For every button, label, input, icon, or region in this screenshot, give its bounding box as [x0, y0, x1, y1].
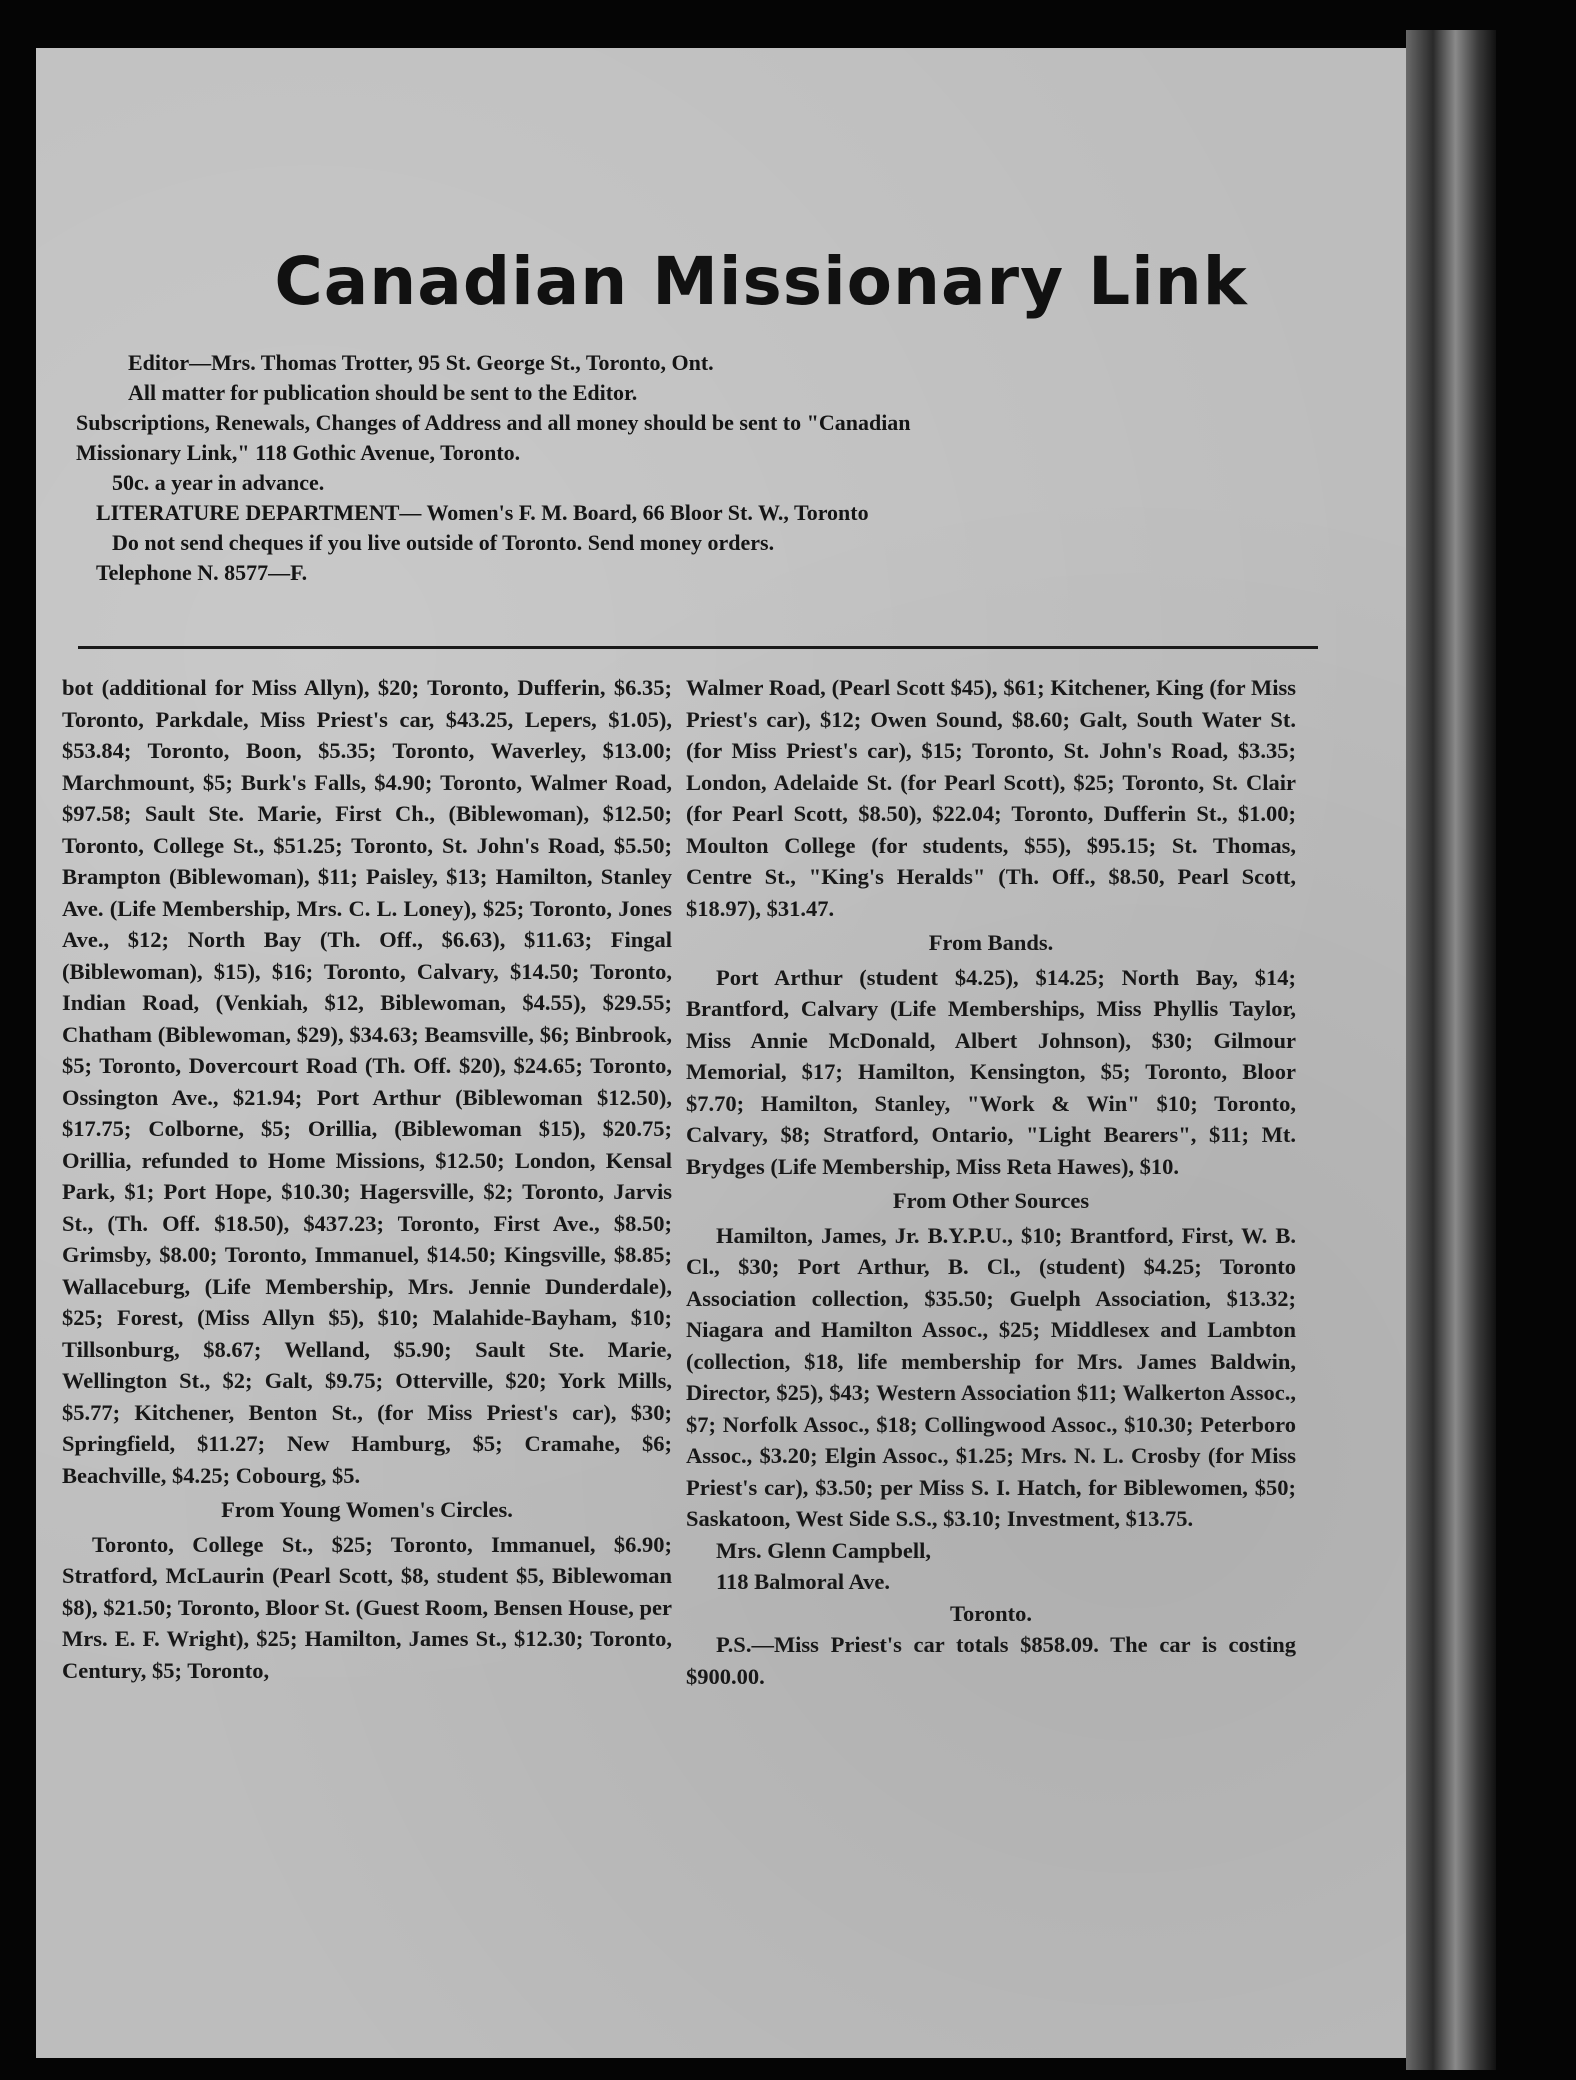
signature-city: Toronto. — [950, 1600, 1032, 1626]
section-heading-other-sources: From Other Sources — [892, 1188, 1090, 1213]
section-heading-young-womens-circles: From Young Women's Circles. — [221, 1497, 513, 1522]
right-column — [686, 672, 1296, 1692]
header-line-telephone: Telephone N. 8577—F. — [96, 560, 308, 585]
header-divider — [78, 646, 1318, 649]
signature-street: 118 Balmoral Ave. — [716, 1569, 890, 1594]
book-binding-edge — [1406, 30, 1496, 2070]
header-line-subscriptions: Subscriptions, Renewals, Changes of Address and all money should be sent to "Canadian — [76, 410, 911, 435]
signature-name: Mrs. Glenn Campbell, — [716, 1537, 932, 1563]
right-paragraph-continued: Walmer Road, (Pearl Scott $45), $61; Kitchener, King (for Miss Priest's car), $12; Owen Sound, $8.60; Galt, South Water St. (for Miss Priest's car), $15; Toronto, St. John's Road, $3.35; London, Adelaide St. (for Pearl Scott), $25; Toronto, St. Clair (for Pearl Scott, $8.50), $22.04; Toronto, Dufferin St., $1.00; Moulton College (for students, $55), $95.15; St. Thomas, Centre St., "King's Heralds" (Th. Off., $8.50, Pearl Scott, $18.97), $31.47. — [686, 675, 1296, 921]
header-line-editor: Editor—Mrs. Thomas Trotter, 95 St. George St., Toronto, Ont. — [128, 350, 714, 375]
right-paragraph-bands: Port Arthur (student $4.25), $14.25; North Bay, $14; Brantford, Calvary (Life Memberships, Miss Phyllis Taylor, Miss Annie McDonald, Albert Johnson), $30; Gilmour Memorial, $17; Hamilton, Kensington, $5; Toronto, Bloor $7.70; Hamilton, Stanley, "Work & Win" $10; Toronto, Calvary, $8; Stratford, Ontario, "Light Bearers", $11; Mt. Brydges (Life Membership, Miss Reta Hawes), $10. — [686, 964, 1296, 1179]
header-line-address: Missionary Link," 118 Gothic Avenue, Toronto. — [76, 440, 521, 465]
header-line-matter: All matter for publication should be sent to the Editor. — [128, 380, 638, 405]
right-paragraph-other-sources: Hamilton, James, Jr. B.Y.P.U., $10; Brantford, First, W. B. Cl., $30; Port Arthur, B. Cl., (student) $4.25; Toronto Association collection, $35.50; Guelph Association, $13.32; Niagara and Hamilton Assoc., $25; Middlesex and Lambton (collection, $18, life membership for Mrs. James Baldwin, Director, $25), $43; Western Association $11; Walkerton Assoc., $7; Norfolk Assoc., $18; Collingwood Assoc., $10.30; Peterboro Assoc., $3.20; Elgin Assoc., $1.25; Mrs. N. L. Crosby (for Miss Priest's car), $3.50; per Miss S. I. Hatch, for Biblewomen, $50; Saskatoon, West Side S.S., $3.10; Investment, $13.75. — [686, 1222, 1296, 1531]
header-line-literature: LITERATURE DEPARTMENT— Women's F. M. Board, 66 Bloor St. W., Toronto — [96, 500, 869, 525]
postscript: P.S.—Miss Priest's car totals $858.09. The car is costing $900.00. — [686, 1632, 1296, 1689]
left-column — [62, 672, 672, 1686]
header-line-price: 50c. a year in advance. — [112, 470, 325, 495]
editorial-header — [76, 348, 1316, 588]
section-heading-bands: From Bands. — [928, 930, 1054, 955]
left-paragraph-contributions: bot (additional for Miss Allyn), $20; Toronto, Dufferin, $6.35; Toronto, Parkdale, Miss Priest's car, $43.25, Lepers, $1.05), $53.84; Toronto, Boon, $5.35; Toronto, Waverley, $13.00; Marchmount, $5; Burk's Falls, $4.90; Toronto, Walmer Road, $97.58; Sault Ste. Marie, First Ch., (Biblewoman), $12.50; Toronto, College St., $51.25; Toronto, St. John's Road, $5.50; Brampton (Biblewoman), $11; Paisley, $13; Hamilton, Stanley Ave. (Life Membership, Mrs. C. L. Loney), $25; Toronto, Jones Ave., $12; North Bay (Th. Off., $6.63), $11.63; Fingal (Biblewoman), $15), $16; Toronto, Calvary, $14.50; Toronto, Indian Road, (Venkiah, $12, Biblewoman, $4.55), $29.55; Chatham (Biblewoman, $29), $34.63; Beamsville, $6; Binbrook, $5; Toronto, Dovercourt Road (Th. Off. $20), $24.65; Toronto, Ossington Ave., $21.94; Port Arthur (Biblewoman $12.50), $17.75; Colborne, $5; Orillia, (Biblewoman $15), $20.75; Orillia, refunded to Home Missions, $12.50; London, Kensal Park, $1; Port Hope, $10.30; Hagersville, $2; Toronto, Jarvis St., (Th. Off. $18.50), $437.23; Toronto, First Ave., $8.50; Grimsby, $8.00; Toronto, Immanuel, $14.50; Kingsville, $8.85; Wallaceburg, (Life Membership, Mrs. Jennie Dunderdale), $25; Forest, (Miss Allyn $5), $10; Malahide-Bayham, $10; Tillsonburg, $8.67; Welland, $5.90; Sault Ste. Marie, Wellington St., $2; Galt, $9.75; Otterville, $20; York Mills, $5.77; Kitchener, Benton St., (for Miss Priest's car), $30; Springfield, $11.27; New Hamburg, $5; Cramahe, $6; Beachville, $4.25; Cobourg, $5. — [62, 675, 672, 1488]
masthead-title: Canadian Missionary Link — [274, 243, 1248, 320]
header-line-cheques: Do not send cheques if you live outside of Toronto. Send money orders. — [112, 530, 775, 555]
newspaper-page — [36, 48, 1406, 2058]
left-paragraph-circles: Toronto, College St., $25; Toronto, Immanuel, $6.90; Stratford, McLaurin (Pearl Scott, $8, student $5, Biblewoman $8), $21.50; Toronto, Bloor St. (Guest Room, Bensen House, per Mrs. E. F. Wright), $25; Hamilton, James St., $12.30; Toronto, Century, $5; Toronto, — [62, 1531, 672, 1683]
